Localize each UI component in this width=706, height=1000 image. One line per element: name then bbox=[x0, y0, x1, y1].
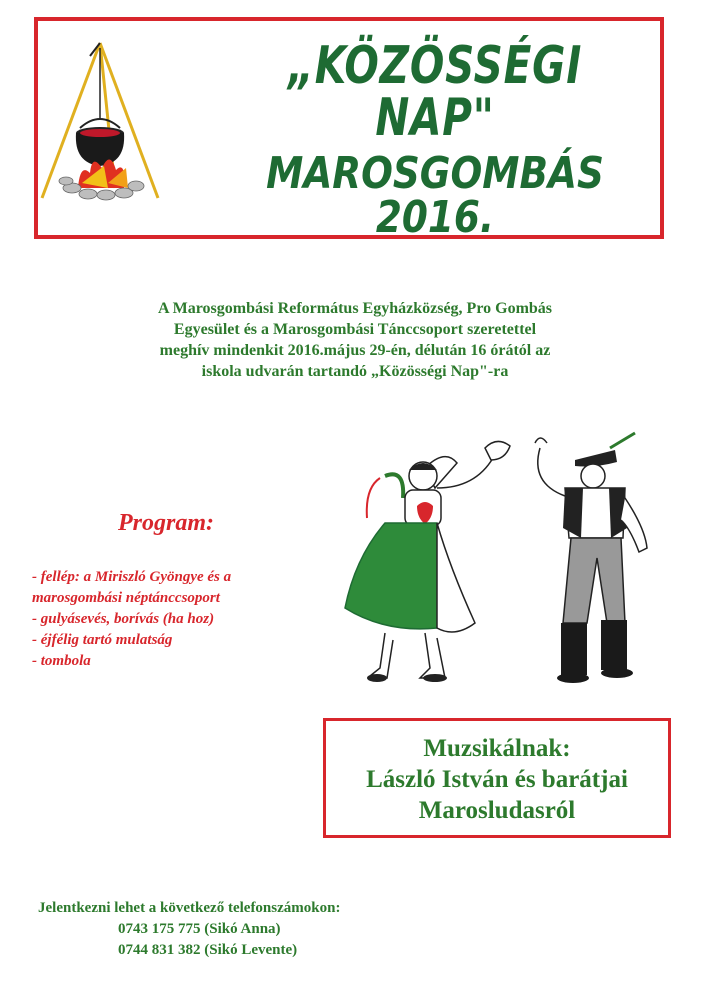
page-subtitle: MAROSGOMBÁS 2016. bbox=[266, 148, 604, 243]
contact-info bbox=[38, 898, 418, 961]
music-origin: Marosludasról bbox=[418, 797, 576, 824]
invitation-text bbox=[150, 298, 560, 382]
music-performer: László István és barátjai bbox=[366, 766, 628, 793]
page-title: „KÖZÖSSÉGI NAP" bbox=[287, 36, 583, 148]
campfire-cauldron-illustration bbox=[30, 38, 170, 208]
program-item: - éjfélig tartó mulatság bbox=[32, 632, 173, 648]
folk-dancers-illustration bbox=[325, 428, 665, 693]
contact-phone: 0744 831 382 (Sikó Levente) bbox=[118, 942, 298, 958]
music-info-box bbox=[323, 718, 671, 838]
program-list bbox=[32, 567, 342, 672]
program-heading: Program: bbox=[118, 510, 214, 536]
invitation-line: Egyesület és a Marosgombási Tánccsoport szeretettel bbox=[173, 321, 537, 338]
program-item: - tombola bbox=[32, 653, 91, 669]
contact-intro: Jelentkezni lehet a következő telefonszámokon: bbox=[38, 900, 341, 916]
invitation-line: meghív mindenkit 2016.május 29-én, délután 16 órától az bbox=[159, 342, 551, 359]
program-item: - gulyásevés, borívás (ha hoz) bbox=[32, 611, 215, 627]
program-item: marosgombási néptánccsoport bbox=[32, 590, 220, 606]
music-heading: Muzsikálnak: bbox=[423, 735, 571, 762]
invitation-line: iskola udvarán tartandó „Közösségi Nap"-ra bbox=[201, 363, 509, 380]
program-item: - fellép: a Miriszló Gyöngye és a bbox=[32, 569, 232, 585]
contact-phone: 0743 175 775 (Sikó Anna) bbox=[118, 921, 281, 937]
invitation-line: A Marosgombási Református Egyházközség, Pro Gombás bbox=[157, 300, 553, 317]
